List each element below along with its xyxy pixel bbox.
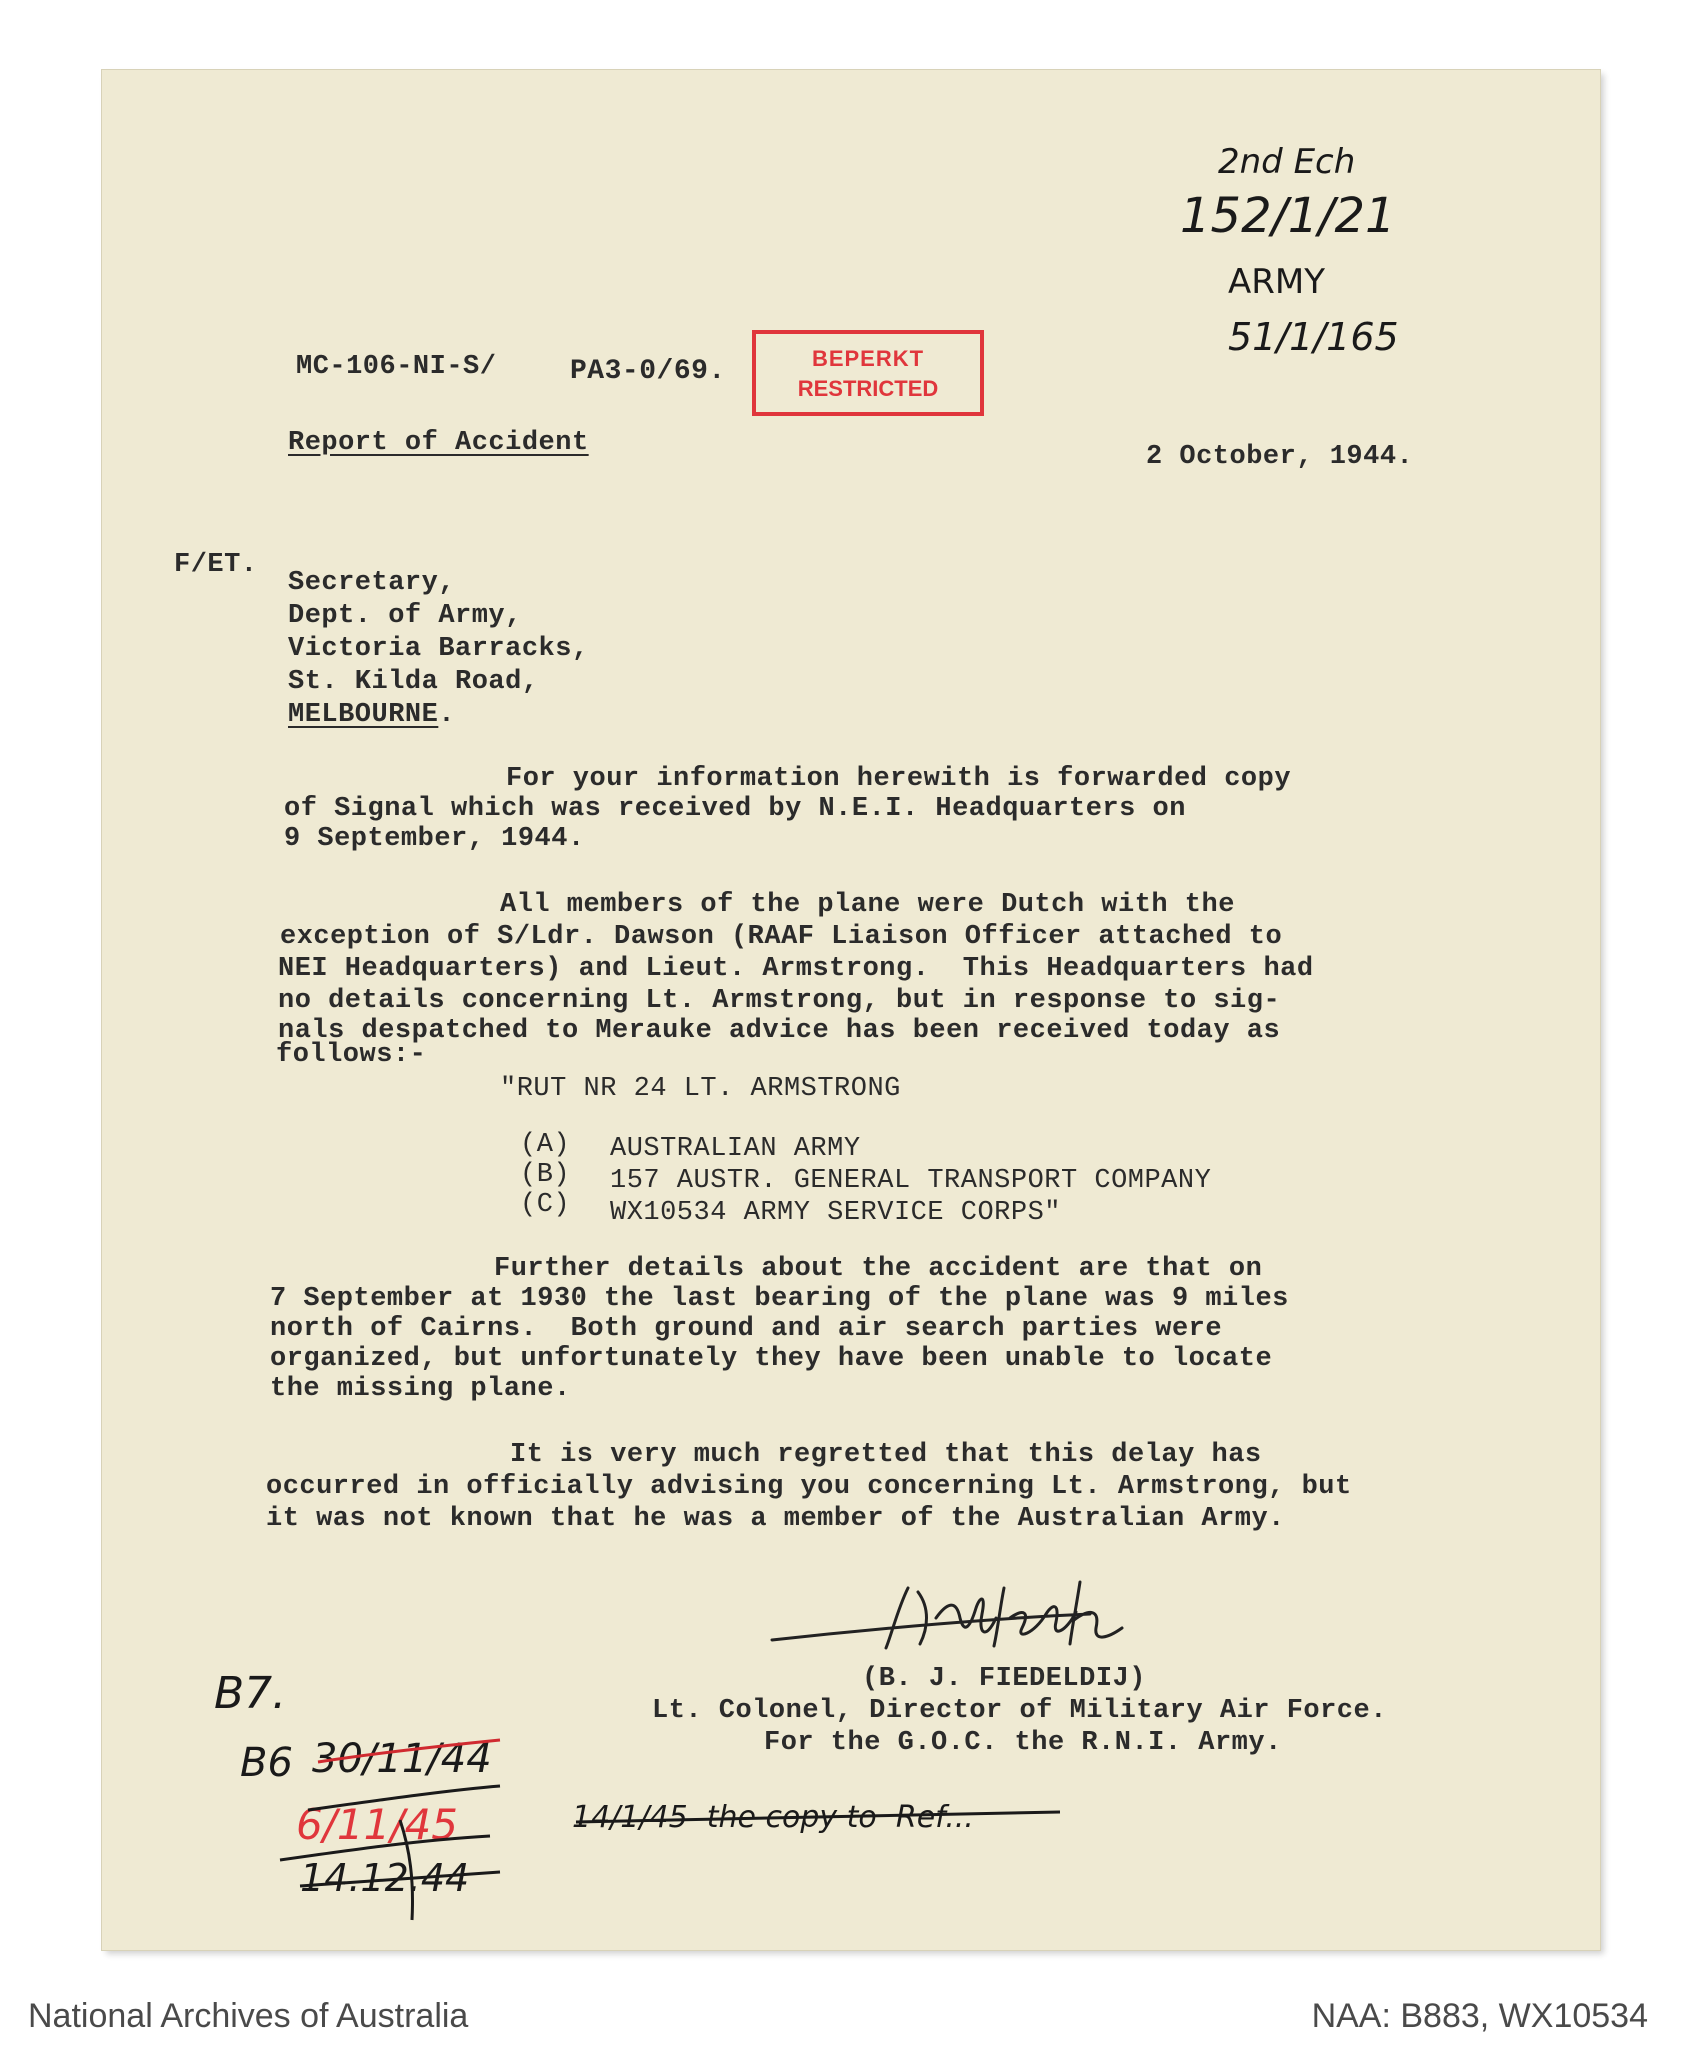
- handwritten-ref-51-1-165: 51/1/165: [1228, 315, 1399, 359]
- paragraph-3-line-2: 7 September at 1930 the last bearing of the plane was 9 miles: [270, 1284, 1289, 1314]
- paragraph-3-line-5: the missing plane.: [270, 1374, 571, 1404]
- paragraph-1-line-1: For your information herewith is forwarded copy: [506, 764, 1292, 794]
- signal-item-a-text: AUSTRALIAN ARMY: [610, 1134, 861, 1164]
- address-line-3: Victoria Barracks,: [288, 634, 589, 664]
- address-line-1: Secretary,: [288, 568, 456, 598]
- handwritten-struck-note: 14/1/45 the copy to Ref...: [572, 1800, 974, 1835]
- handwritten-note-2nd-ech: 2nd Ech: [1218, 142, 1356, 182]
- handwritten-note-b7: B7.: [214, 1668, 287, 1719]
- paragraph-4-line-1: It is very much regretted that this delay has: [510, 1440, 1262, 1470]
- document-date: 2 October, 1944.: [1146, 442, 1414, 472]
- document-title: Report of Accident: [288, 428, 589, 458]
- signatory-for: For the G.O.C. the R.N.I. Army.: [764, 1728, 1282, 1758]
- address-city: MELBOURNE: [288, 700, 439, 730]
- paragraph-2-line-6: follows:-: [276, 1040, 427, 1070]
- paragraph-3-line-3: north of Cairns. Both ground and air search parties were: [270, 1314, 1223, 1344]
- typist-initials: F/ET.: [174, 550, 258, 580]
- paragraph-2-line-3: NEI Headquarters) and Lieut. Armstrong. This Headquarters had: [278, 954, 1314, 984]
- handwritten-date-14-12-44: 14.12.44: [300, 1856, 470, 1900]
- handwritten-date-6-11-45: 6/11/45: [296, 1800, 458, 1849]
- signal-item-b-text: 157 AUSTR. GENERAL TRANSPORT COMPANY: [610, 1166, 1212, 1196]
- stamp-line-beperkt: BEPERKT: [811, 346, 925, 371]
- paragraph-2-line-4: no details concerning Lt. Armstrong, but in response to sig-: [278, 986, 1281, 1016]
- paragraph-4-line-3: it was not known that he was a member of the Australian Army.: [266, 1504, 1285, 1534]
- paragraph-3-line-1: Further details about the accident are that on: [494, 1254, 1263, 1284]
- stamp-line-restricted: RESTRICTED: [797, 376, 939, 401]
- paragraph-2-line-1: All members of the plane were Dutch with the: [500, 890, 1235, 920]
- archive-name: National Archives of Australia: [28, 1997, 469, 2035]
- signal-item-c-key: (C): [520, 1190, 571, 1220]
- paragraph-2-line-5: nals despatched to Merauke advice has been received today as: [278, 1016, 1281, 1046]
- paragraph-3-line-4: organized, but unfortunately they have been unable to locate: [270, 1344, 1273, 1374]
- address-city-period: .: [438, 700, 456, 730]
- pa-reference: PA3-0/69.: [570, 356, 726, 387]
- signal-item-b-key: (B): [520, 1160, 571, 1190]
- paragraph-4-line-2: occurred in officially advising you concerning Lt. Armstrong, but: [266, 1472, 1352, 1502]
- handwritten-signature: [760, 1548, 1220, 1658]
- handwritten-date-30-11-44: 30/11/44: [312, 1736, 492, 1782]
- paragraph-2-line-2: exception of S/Ldr. Dawson (RAAF Liaison Officer attached to: [280, 922, 1283, 952]
- address-line-2: Dept. of Army,: [288, 601, 522, 631]
- paragraph-1-line-2: of Signal which was received by N.E.I. Headquarters on: [284, 794, 1186, 824]
- handwritten-note-b6: B6: [240, 1740, 293, 1786]
- archive-reference: NAA: B883, WX10534: [1311, 1997, 1648, 2035]
- paragraph-1-line-3: 9 September, 1944.: [284, 824, 585, 854]
- handwritten-note-army: ARMY: [1228, 262, 1325, 302]
- signal-item-a-key: (A): [520, 1130, 571, 1160]
- restricted-stamp: [752, 330, 984, 416]
- strike-through-marks: [200, 1700, 1100, 1940]
- handwritten-ref-152-1-21: 152/1/21: [1180, 188, 1396, 244]
- address-line-4: St. Kilda Road,: [288, 667, 539, 697]
- address-line-5: [288, 700, 455, 730]
- signal-item-c-text: WX10534 ARMY SERVICE CORPS": [610, 1198, 1061, 1228]
- file-reference: MC-106-NI-S/: [296, 352, 497, 382]
- signal-heading: "RUT NR 24 LT. ARMSTRONG: [500, 1074, 901, 1104]
- signatory-rank: Lt. Colonel, Director of Military Air Force.: [652, 1696, 1387, 1726]
- signatory-name: (B. J. FIEDELDIJ): [862, 1664, 1146, 1694]
